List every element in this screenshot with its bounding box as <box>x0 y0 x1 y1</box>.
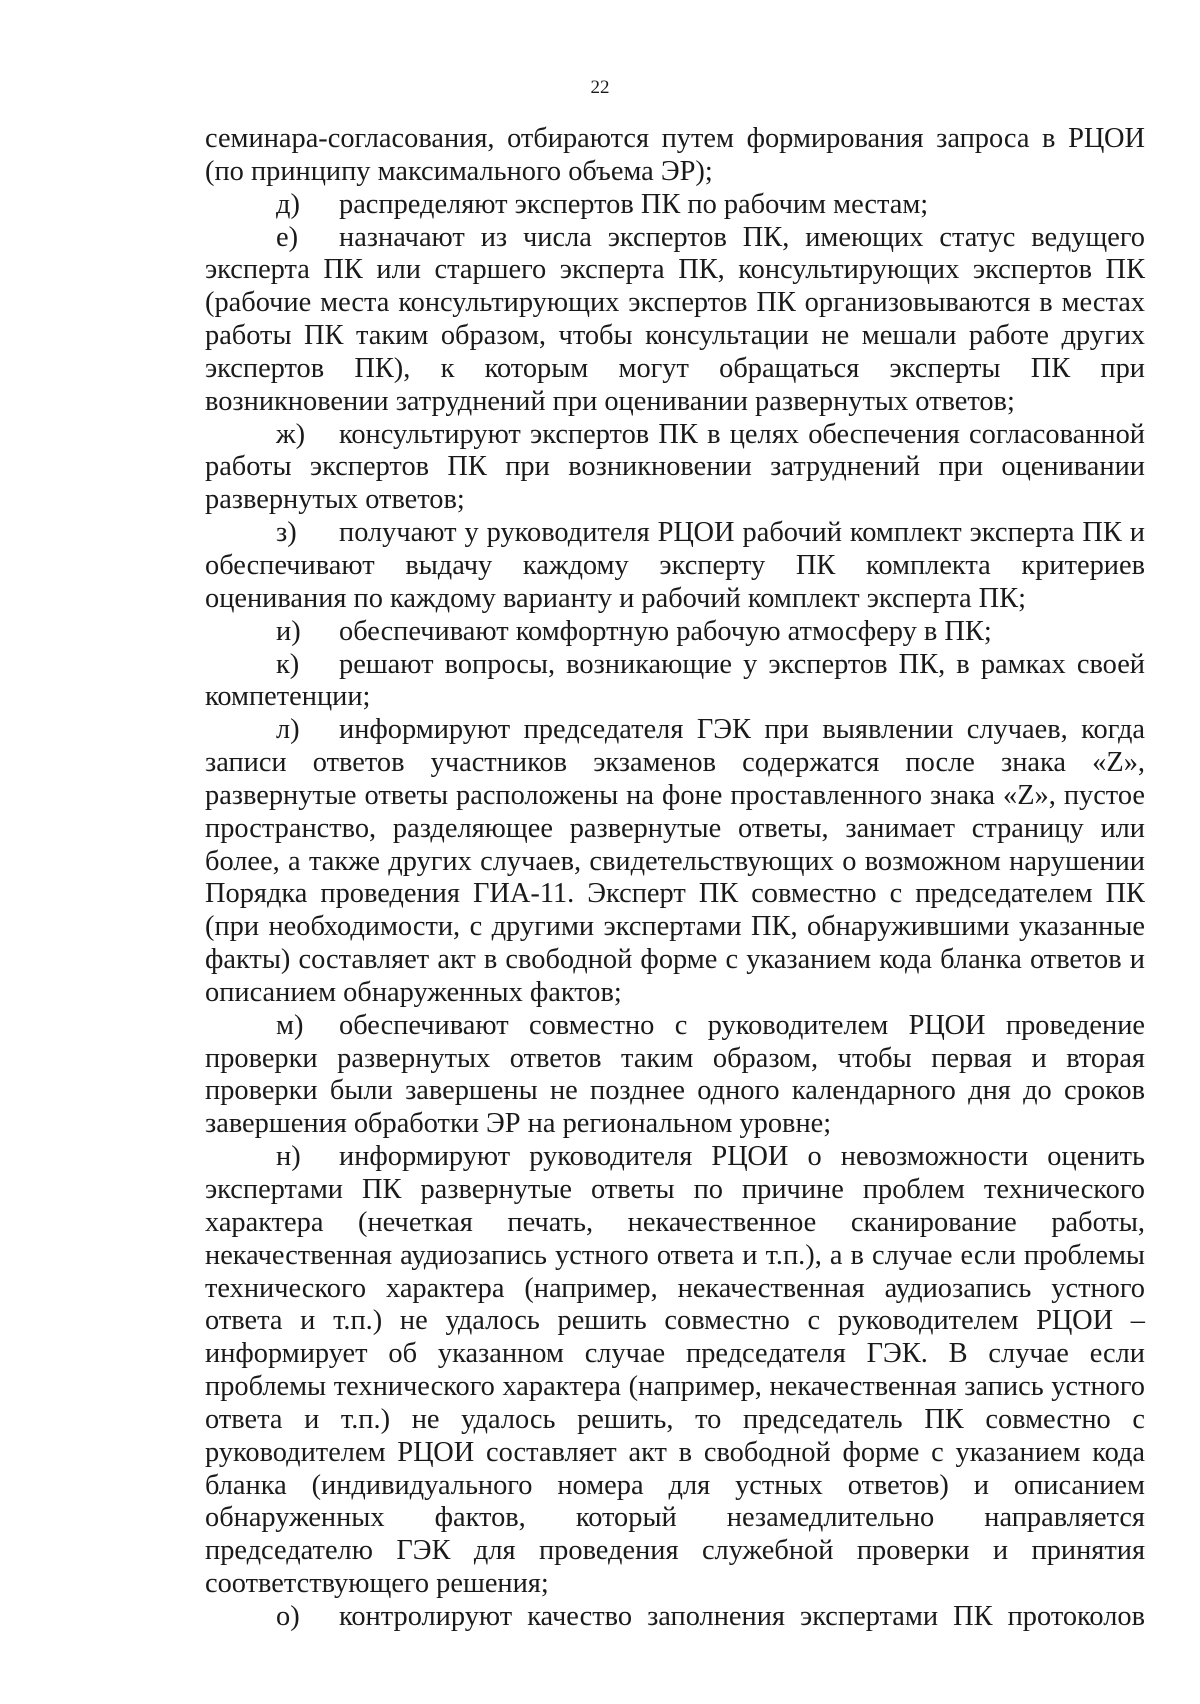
list-item-d <box>205 189 1145 222</box>
list-item-text: решают вопросы, возникающие у экспертов ПК, в рамках своей компетенции; <box>205 648 1145 713</box>
list-item-text: получают у руководителя РЦОИ рабочий комплект эксперта ПК и обеспечивают выдачу каждому эксперту ПК комплекта критериев оценивания по каждому варианту и рабочий комплект эксперта ПК; <box>205 517 1145 614</box>
list-item-text: консультируют экспертов ПК в целях обеспечения согласованной работы экспертов ПК при возникновении затруднений при оценивании развернутых ответов; <box>205 418 1145 516</box>
list-marker: з) <box>276 517 297 549</box>
list-item-i <box>205 616 1145 649</box>
document-body <box>205 123 1145 1634</box>
list-marker: к) <box>276 648 300 680</box>
intro-paragraph: семинара-согласования, отбираются путем формирования запроса в РЦОИ (по принципу максимального объема ЭР); <box>205 123 1145 187</box>
list-item-text: обеспечивают комфортную рабочую атмосферу в ПК; <box>339 615 992 647</box>
list-item-m <box>205 1010 1145 1141</box>
list-item-text: распределяют экспертов ПК по рабочим местам; <box>339 188 929 220</box>
list-item-text: обеспечивают совместно с руководителем РЦОИ проведение проверки развернутых ответов таким образом, чтобы первая и вторая проверки были завершены не позднее одного календарного дня до сроков завершения обработки ЭР на региональном уровне; <box>205 1009 1145 1140</box>
list-item-z <box>205 517 1145 616</box>
list-item-text: контролируют качество заполнения экспертами ПК протоколов <box>339 1600 1145 1632</box>
list-item-o <box>205 1601 1145 1634</box>
list-marker: ж) <box>276 418 306 450</box>
list-item-k <box>205 649 1145 715</box>
list-item-text: информируют руководителя РЦОИ о невозможности оценить экспертами ПК развернутые ответы по причине проблем технического характера (нечеткая печать, некачественное сканирование работы, некачественная аудиозапись устного ответа и т.п.), а в случае если проблемы технического характера (например, некачественная аудиозапись устного ответа и т.п.) не удалось решить совместно с руководителем РЦОИ – информирует об указанном случае председателя ГЭК. В случае если проблемы технического характера (например, некачественная запись устного ответа и т.п.) не удалось решить, то председатель ПК совместно с руководителем РЦОИ составляет акт в свободной форме с указанием кода бланка (индивидуального номера для устных ответов) и описанием обнаруженных фактов, который незамедлительно направляется председателю ГЭК для проведения служебной проверки и принятия соответствующего решения; <box>205 1141 1145 1600</box>
list-marker: д) <box>276 188 300 220</box>
list-marker: о) <box>276 1600 300 1632</box>
list-item-n <box>205 1141 1145 1601</box>
list-marker: н) <box>276 1141 301 1173</box>
list-marker: и) <box>276 615 301 647</box>
list-item-e <box>205 222 1145 419</box>
list-item-zh <box>205 419 1145 518</box>
list-item-text: назначают из числа экспертов ПК, имеющих статус ведущего эксперта ПК или старшего эксперта ПК, консультирующих экспертов ПК (рабочие места консультирующих экспертов ПК организовываются в местах работы ПК таким образом, чтобы консультации не мешали работе других экспертов ПК), к которым могут обращаться эксперты ПК при возникновении затруднений при оценивании развернутых ответов; <box>205 221 1145 417</box>
list-item-l <box>205 714 1145 1010</box>
list-marker: л) <box>276 714 300 746</box>
list-marker: е) <box>276 221 299 253</box>
list-item-text: информируют председателя ГЭК при выявлении случаев, когда записи ответов участников экзаменов содержатся после знака «Z», развернутые ответы расположены на фоне проставленного знака «Z», пустое пространство, разделяющее развернутые ответы, занимает страницу или более, а также других случаев, свидетельствующих о возможном нарушении Порядка проведения ГИА-11. Эксперт ПК совместно с председателем ПК (при необходимости, с другими экспертами ПК, обнаружившими указанные факты) составляет акт в свободной форме с указанием кода бланка ответов и описанием обнаруженных фактов; <box>205 714 1145 1008</box>
page-number: 22 <box>590 77 610 98</box>
list-marker: м) <box>276 1009 304 1041</box>
